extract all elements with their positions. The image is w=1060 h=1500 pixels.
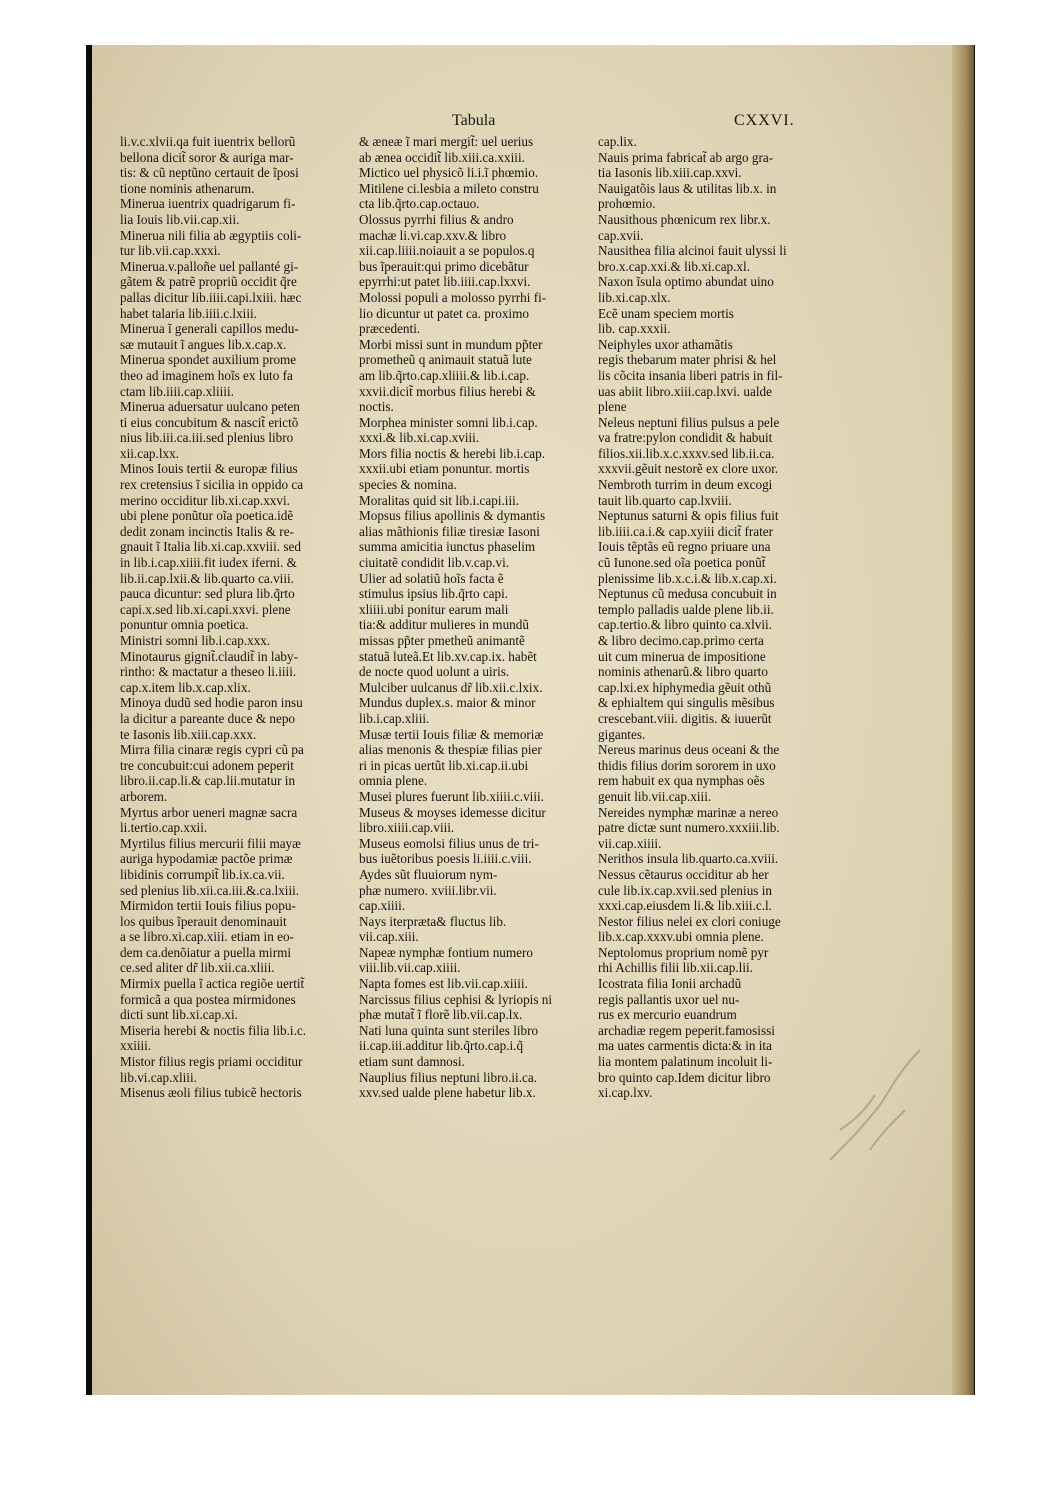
index-line: Nembroth turrim in deum excogi — [598, 477, 773, 493]
index-line: ciuitatẽ condidit lib.v.cap.vi. — [359, 555, 510, 571]
index-line: Olossus pyrrhi filius & andro — [359, 211, 514, 227]
index-line: xxv.sed ualde plene habetur lib.x. — [359, 1085, 536, 1101]
index-line: libro.xiiii.cap.viii. — [359, 820, 455, 836]
index-line: lib.xi.cap.xlx. — [598, 289, 671, 305]
index-line: Mirmix puella ĩ actica regiõe uertit̃ — [120, 976, 305, 992]
index-line: lib.x.cap.xxxv.ubi omnia plene. — [598, 929, 764, 945]
index-line: Mistor filius regis priami occiditur — [120, 1054, 303, 1070]
index-line: prohœmio. — [598, 196, 656, 212]
index-line: bellona dicit̃ soror & auriga mar- — [120, 149, 294, 165]
index-line: phæ numero. xviii.libr.vii. — [359, 882, 497, 898]
index-line: pauca dicuntur: sed plura lib.q̃rto — [120, 586, 295, 602]
index-line: ti eius concubitum & nascit̃ erictõ — [120, 414, 299, 430]
index-line: xi.cap.lxv. — [598, 1085, 653, 1101]
index-line: Minotaurus gignit̃.claudit̃ in laby- — [120, 648, 299, 664]
index-line: lib.ii.cap.lxii.& lib.quarto ca.viii. — [120, 570, 294, 586]
index-line: habet talaria lib.iiii.c.lxiii. — [120, 305, 257, 321]
index-line: Misenus æoli filius tubicẽ hectoris — [120, 1085, 302, 1101]
index-line: Nays iterpræta& fluctus lib. — [359, 913, 507, 929]
index-line: xxxii.ubi etiam ponuntur. mortis — [359, 461, 530, 477]
index-line: Minerua ĩ generali capillos medu- — [120, 321, 299, 337]
index-line: crescebant.viii. digitis. & iuuerũt — [598, 710, 772, 726]
index-line: gãtem & patrẽ propriũ occidit q̃re — [120, 274, 297, 290]
index-line: Neptolomus proprium nomẽ pyr — [598, 944, 769, 960]
index-line: cap.xiiii. — [359, 898, 406, 914]
index-line: Museus & moyses idemesse dicitur — [359, 804, 546, 820]
index-line: cũ Iunone.sed oĩa poetica ponũt̃ — [598, 555, 766, 571]
index-line: de nocte quod uolunt a uiris. — [359, 664, 510, 680]
index-line: pallas dicitur lib.iiii.capi.lxiii. hæc — [120, 289, 302, 305]
index-line: Minoya dudũ sed hodie paron insu — [120, 695, 303, 711]
index-line: xxvii.dicit̃ morbus filius herebi & — [359, 383, 536, 399]
index-line: præcedenti. — [359, 321, 421, 337]
index-line: lio dicuntur ut patet ca. proximo — [359, 305, 529, 321]
index-line: uas abiit libro.xiii.cap.lxvi. ualde — [598, 383, 772, 399]
index-line: Minerua spondet auxilium prome — [120, 352, 297, 368]
index-line: ubi plene ponũtur oĩa poetica.idẽ — [120, 508, 294, 524]
index-line: filios.xii.lib.x.c.xxxv.sed lib.ii.ca. — [598, 445, 775, 461]
index-line: cap.lxi.ex hiphymedia gẽuit othũ — [598, 679, 772, 695]
index-line: xxxi.& lib.xi.cap.xviii. — [359, 430, 480, 446]
index-line: dedit zonam incinctis Italis & re- — [120, 523, 294, 539]
index-line: Mopsus filius apollinis & dymantis — [359, 508, 546, 524]
index-line: Neptunus saturni & opis filius fuit — [598, 508, 779, 524]
index-line: ponuntur omnia poetica. — [120, 617, 249, 633]
index-line: patre dictæ sunt numero.xxxiii.lib. — [598, 820, 780, 836]
index-line: los quibus ĩperauit denominauit — [120, 913, 287, 929]
index-line: sed plenius lib.xii.ca.iii.&.ca.lxiii. — [120, 882, 300, 898]
index-line: Icostrata filia Ionii archadũ — [598, 976, 742, 992]
index-line: te Iasonis lib.xiii.cap.xxx. — [120, 726, 257, 742]
index-line: rus ex mercurio euandrum — [598, 1007, 737, 1023]
index-line: bus iuẽtoribus poesis li.iiii.c.viii. — [359, 851, 532, 867]
index-line: ii.cap.iii.additur lib.q̃rto.cap.i.q̃ — [359, 1038, 524, 1054]
index-line: ce.sed aliter dr̃ lib.xii.ca.xliii. — [120, 960, 275, 976]
index-line: a se libro.xi.cap.xiii. etiam in eo- — [120, 929, 294, 945]
index-line: xii.cap.liiii.noiauit a se populos.q — [359, 243, 535, 259]
index-line: gnauit ĩ Italia lib.xi.cap.xxviii. sed — [120, 539, 301, 555]
index-line: phæ mutat̃ ĩ florẽ lib.vii.cap.lx. — [359, 1007, 523, 1023]
index-line: alias menonis & thespiæ filias pier — [359, 742, 542, 758]
index-line: Narcissus filius cephisi & lyriopis ni — [359, 991, 553, 1007]
index-line: Nati luna quinta sunt steriles libro — [359, 1022, 539, 1038]
index-line: tis: & cũ neptũno certauit de ĩposi — [120, 165, 299, 181]
index-line: lis cõcita insania liberi patris in fil- — [598, 367, 783, 383]
index-line: tia:& additur mulieres in mundũ — [359, 617, 529, 633]
index-line: ab ænea occidit̃ lib.xiii.ca.xxiii. — [359, 149, 525, 165]
index-line: Napta fomes est lib.vii.cap.xiiii. — [359, 976, 528, 992]
index-line: ri in picas uertũt lib.xi.cap.ii.ubi — [359, 757, 529, 773]
index-line: la dicitur a pareante duce & nepo — [120, 710, 296, 726]
index-line: lia montem palatinum incoluit li- — [598, 1054, 773, 1070]
index-line: Ulier ad solatiũ hoĩs facta ẽ — [359, 570, 504, 586]
index-line: Nauigatõis laus & utilitas lib.x. in — [598, 180, 777, 196]
index-line: lia Iouis lib.vii.cap.xii. — [120, 211, 240, 227]
index-line: merino occiditur lib.xi.cap.xxvi. — [120, 492, 290, 508]
folio-number: CXXVI. — [734, 112, 795, 129]
index-line: dicti sunt lib.xi.cap.xi. — [120, 1007, 238, 1023]
index-line: rhi Achillis filii lib.xii.cap.lii. — [598, 960, 753, 976]
index-line: Museus eomolsi filius unus de tri- — [359, 835, 539, 851]
index-line: Mulciber uulcanus dr̃ lib.xii.c.lxix. — [359, 679, 543, 695]
index-line: Nereus marinus deus oceani & the — [598, 742, 780, 758]
index-line: species & nomina. — [359, 477, 457, 493]
index-line: sæ mutauit ĩ angues lib.x.cap.x. — [120, 336, 287, 352]
index-line: ctam lib.iiii.cap.xliiii. — [120, 383, 234, 399]
index-line: plenissime lib.x.c.i.& lib.x.cap.xi. — [598, 570, 777, 586]
index-line: Minerua aduersatur uulcano peten — [120, 399, 300, 415]
index-line: noctis. — [359, 399, 394, 415]
index-line: ma uates carmentis dicta:& in ita — [598, 1038, 772, 1054]
page-edge — [952, 45, 974, 1395]
index-line: Minerua iuentrix quadrigarum fi- — [120, 196, 296, 212]
index-line: & æneæ ĩ mari mergit̃: uel uerius — [359, 134, 534, 149]
index-line: Neleus neptuni filius pulsus a pele — [598, 414, 780, 430]
index-line: nius lib.iii.ca.iii.sed plenius libro — [120, 430, 294, 446]
index-line: Minerua.v.palloñe uel pallanté gi- — [120, 258, 299, 274]
index-line: xii.cap.lxx. — [120, 445, 179, 461]
index-line: Nestor filius nelei ex clori coniuge — [598, 913, 781, 929]
index-line: Miseria herebi & noctis filia lib.i.c. — [120, 1022, 307, 1038]
index-line: cap.tertio.& libro quinto ca.xlvii. — [598, 617, 772, 633]
index-line: summa amicitia iunctus phaselim — [359, 539, 536, 555]
index-line: lib.vi.cap.xliii. — [120, 1069, 197, 1085]
index-line: Aydes sũt fluuiorum nym- — [359, 866, 498, 882]
index-line: archadiæ regem peperit.famosissi — [598, 1022, 775, 1038]
index-line: missas pp̃ter pmetheũ animantẽ — [359, 633, 525, 648]
index-line: Nerithos insula lib.quarto.ca.xviii. — [598, 851, 779, 867]
index-line: Ecẽ unam speciem mortis — [598, 305, 734, 321]
index-line: Mitilene ci.lesbia a mileto constru — [359, 180, 539, 196]
index-line: tur lib.vii.cap.xxxi. — [120, 243, 221, 259]
index-line: Minerua nili filia ab ægyptiis coli- — [120, 227, 302, 243]
index-line: rex cretensius ĩ sicilia in oppido ca — [120, 477, 304, 493]
index-line: alias mãthionis filiæ tiresiæ Iasoni — [359, 523, 540, 539]
index-line: lib.iiii.ca.i.& cap.xyiii dicit̃ frater — [598, 523, 774, 539]
index-line: Neptunus cũ medusa concubuit in — [598, 586, 777, 602]
index-line: uit cum minerua de impositione — [598, 648, 766, 664]
index-line: regis pallantis uxor uel nu- — [598, 991, 740, 1007]
index-line: lib.i.cap.xliii. — [359, 710, 430, 726]
index-line: Nauis prima fabricat̃ ab argo gra- — [598, 149, 774, 165]
index-line: gigantes. — [598, 726, 646, 742]
index-column-left — [120, 134, 356, 1101]
index-line: epyrrhi:ut patet lib.iiii.cap.lxxvi. — [359, 274, 531, 290]
index-line: Nausithous phœnicum rex libr.x. — [598, 211, 771, 227]
index-line: Naxon ĩsula optimo abundat uino — [598, 274, 774, 290]
index-line: auriga hypodamiæ pactõe primæ — [120, 851, 293, 867]
index-line: vii.cap.xiii. — [359, 929, 419, 945]
index-line: Musei plures fuerunt lib.xiiii.c.viii. — [359, 788, 544, 804]
index-line: Myrtilus filius mercurii filii mayæ — [120, 835, 301, 851]
index-line: tre concubuit:cui adonem peperit — [120, 757, 294, 773]
index-line: stimulus ipsius lib.q̃rto capi. — [359, 586, 509, 602]
index-line: Mors filia noctis & herebi lib.i.cap. — [359, 445, 546, 461]
index-line: libro.ii.cap.li.& cap.lii.mutatur in — [120, 773, 296, 789]
index-line: xxxvii.gẽuit nestorẽ ex clore uxor. — [598, 461, 779, 477]
index-line: tia Iasonis lib.xiii.cap.xxvi. — [598, 165, 742, 181]
index-line: bro quinto cap.Idem dicitur libro — [598, 1069, 771, 1085]
index-line: bro.x.cap.xxi.& lib.xi.cap.xl. — [598, 258, 750, 274]
index-line: Nessus cẽtaurus occiditur ab her — [598, 866, 769, 882]
index-line: nominis athenarũ.& libro quarto — [598, 664, 768, 680]
index-line: dem ca.denõiatur a puella mirmi — [120, 944, 292, 960]
index-line: cap.xvii. — [598, 227, 644, 243]
index-line: machæ li.vi.cap.xxv.& libro — [359, 227, 507, 243]
index-line: Nauplius filius neptuni libro.ii.ca. — [359, 1069, 538, 1085]
index-line: omnia plene. — [359, 773, 428, 789]
index-line: prometheũ q animauit statuã lute — [359, 352, 532, 368]
index-line: in lib.i.cap.xiiii.fit iudex iferni. & — [120, 555, 297, 571]
index-line: capi.x.sed lib.xi.capi.xxvi. plene — [120, 601, 291, 617]
index-line: & libro decimo.cap.primo certa — [598, 633, 764, 648]
index-line: Morbi missi sunt in mundum pp̃ter — [359, 336, 543, 352]
index-line: Moralitas quid sit lib.i.capi.iii. — [359, 492, 520, 508]
index-line: statuã luteã.Et lib.xv.cap.ix. habẽt — [359, 648, 537, 664]
index-line: lib. cap.xxxii. — [598, 321, 671, 337]
index-line: Nausithea filia alcinoi fauit ulyssi li — [598, 243, 787, 259]
index-line: Morphea minister somni lib.i.cap. — [359, 414, 538, 430]
index-line: Ministri somni lib.i.cap.xxx. — [120, 633, 271, 648]
index-line: Napeæ nymphæ fontium numero — [359, 944, 533, 960]
watermark-stamp — [820, 1010, 940, 1170]
index-line: Minos Iouis tertii & europæ filius — [120, 461, 298, 477]
index-line: regis thebarum mater phrisi & hel — [598, 352, 777, 368]
index-line: rem habuit ex qua nymphas oẽs — [598, 773, 765, 789]
index-line: cule lib.ix.cap.xvii.sed plenius in — [598, 882, 772, 898]
index-line: formicã a qua postea mirmidones — [120, 991, 296, 1007]
index-line: Neiphyles uxor athamãtis — [598, 336, 733, 352]
index-line: xliiii.ubi ponitur earum mali — [359, 601, 509, 617]
index-line: & ephialtem qui singulis mẽsibus — [598, 695, 775, 711]
index-line: li.v.c.xlvii.qa fuit iuentrix bellorũ — [120, 134, 296, 149]
index-line: bus ĩperauit:qui primo dicebãtur — [359, 258, 529, 274]
index-line: plene — [598, 399, 627, 415]
index-line: cap.x.item lib.x.cap.xlix. — [120, 679, 251, 695]
index-line: genuit lib.vii.cap.xiii. — [598, 788, 712, 804]
index-line: Mundus duplex.s. maior & minor — [359, 695, 536, 711]
index-line: tauit lib.quarto cap.lxviii. — [598, 492, 732, 508]
index-line: Mirra filia cinaræ regis cypri cũ pa — [120, 742, 304, 758]
index-line: cap.lix. — [598, 134, 637, 149]
index-line: viii.lib.vii.cap.xiiii. — [359, 960, 461, 976]
index-line: tione nominis athenarum. — [120, 180, 255, 196]
index-line: thidis filius dorim sororem in uxo — [598, 757, 776, 773]
index-line: Nereides nymphæ marinæ a nereo — [598, 804, 779, 820]
index-line: arborem. — [120, 788, 168, 804]
index-line: cta lib.q̃rto.cap.octauo. — [359, 196, 480, 212]
index-line: Myrtus arbor ueneri magnæ sacra — [120, 804, 298, 820]
index-line: rintho: & mactatur a theseo li.iiii. — [120, 664, 297, 680]
index-line: Mirmidon tertii Iouis filius popu- — [120, 898, 296, 914]
index-column-right — [598, 134, 838, 1101]
index-line: theo ad imaginem hoĩs ex luto fa — [120, 367, 293, 383]
index-line: li.tertio.cap.xxii. — [120, 820, 208, 836]
index-line: xxiiii. — [120, 1038, 152, 1054]
index-line: va fratre:pylon condidit & habuit — [598, 430, 773, 446]
index-line: templo palladis ualde plene lib.ii. — [598, 601, 774, 617]
index-line: vii.cap.xiiii. — [598, 835, 662, 851]
index-line: etiam sunt damnosi. — [359, 1054, 465, 1070]
index-line: libidinis corrumpit̃ lib.ix.ca.vii. — [120, 866, 285, 882]
running-title: Tabula — [452, 112, 496, 129]
index-line: Molossi populi a molosso pyrrhi fi- — [359, 289, 547, 305]
index-line: xxxi.cap.eiusdem li.& lib.xiii.c.l. — [598, 898, 772, 914]
index-line: Mictico uel physicõ li.i.ĩ phœmio. — [359, 165, 539, 181]
index-line: Iouis tẽptãs eũ regno priuare una — [598, 539, 771, 555]
page-header — [100, 112, 860, 134]
index-column-middle — [359, 134, 591, 1101]
index-line: Musæ tertii Iouis filiæ & memoriæ — [359, 726, 544, 742]
index-line: am lib.q̃rto.cap.xliiii.& lib.i.cap. — [359, 367, 530, 383]
